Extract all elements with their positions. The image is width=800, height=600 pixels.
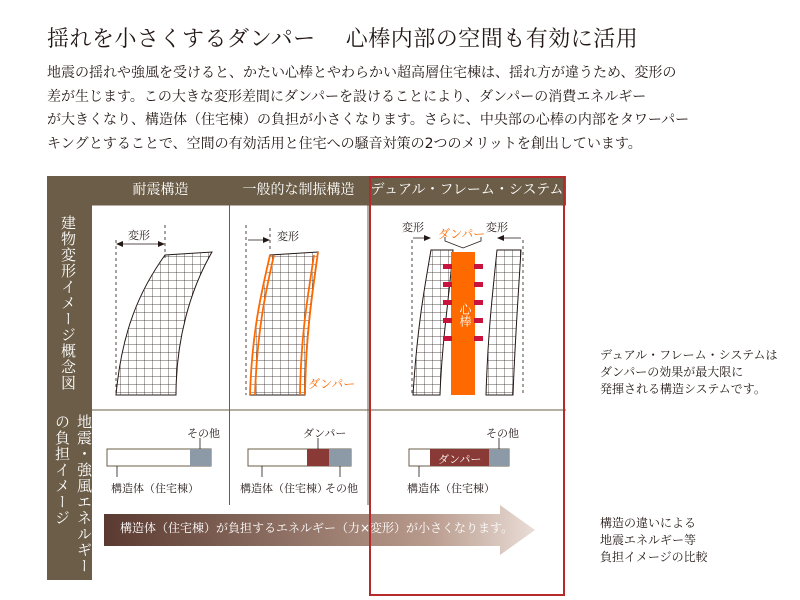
energy-struct-2: 構造体（住宅棟） — [240, 482, 328, 495]
label-deform-3a: 変形 — [402, 221, 424, 234]
intro-line-1: 地震の揺れや強風を受けると、かたい心棒とやわらかい超高層住宅棟は、揺れ方が違うため、変形の — [47, 65, 677, 81]
energy-bar-taishin — [107, 438, 211, 477]
label-damper-3: ダンパー — [438, 227, 486, 241]
energy-struct-3: 構造体（住宅棟） — [407, 482, 495, 495]
energy-other-1: その他 — [187, 427, 220, 440]
intro-line-3: が大きくなり、構造体（住宅棟）の負担が小さくなります。さらに、中央部の心棒の内部をタワーパー — [47, 112, 690, 128]
energy-other-3: その他 — [486, 427, 519, 440]
dual-frame-highlight — [369, 176, 565, 596]
col-header-dual-frame: デュアル・フレーム・システム — [370, 182, 564, 198]
energy-damper-2: ダンパー — [303, 427, 347, 440]
label-core: 心棒 — [458, 303, 472, 327]
building-seishin — [246, 225, 318, 395]
energy-struct-1: 構造体（住宅棟） — [111, 482, 199, 495]
intro-line-4: キングとすることで、空間の有効活用と住宅への騒音対策の2つのメリットを創出しています。 — [47, 135, 642, 152]
energy-other-2: その他 — [325, 482, 358, 495]
title-sub: 心棒内部の空間も有効に活用 — [345, 27, 639, 52]
row-header-energy-a: 地震・強風エネルギー — [75, 414, 93, 574]
intro-line-2: 差が生じます。この大きな変形差間にダンパーを設けることにより、ダンパーの消費エネルギー — [47, 88, 647, 105]
title-main: 揺れを小さくするダンパー — [47, 27, 316, 52]
note-dual-line-2: ダンパーの効果が最大限に — [600, 365, 744, 379]
row-header-deformation: 建物変形イメージ概念図 — [59, 215, 77, 391]
note-dual-line-3: 発揮される構造システムです。 — [600, 382, 766, 396]
building-taishin — [116, 225, 212, 395]
arrow-caption: 構造体（住宅棟）が負担するエネルギー（力×変形）が小さくなります。 — [120, 521, 514, 535]
note-dual-frame — [600, 347, 777, 398]
label-deform-3b: 変形 — [486, 221, 508, 234]
energy-bar-seishin — [248, 438, 351, 477]
note-comparison — [600, 515, 708, 566]
row-header-energy-b: の負担イメージ — [53, 414, 71, 526]
note-cmp-line-3: 負担イメージの比較 — [600, 550, 708, 564]
note-dual-line-1: デュアル・フレーム・システムは — [600, 348, 778, 362]
energy-damper-3: ダンパー — [438, 453, 482, 466]
note-cmp-line-1: 構造の違いによる — [600, 516, 697, 530]
label-deform-1: 変形 — [128, 229, 150, 242]
col-header-seishin: 一般的な制振構造 — [242, 182, 355, 198]
note-cmp-line-2: 地震エネルギー等 — [600, 533, 697, 547]
col-header-taishin: 耐震構造 — [132, 182, 189, 198]
label-deform-2: 変形 — [277, 230, 299, 243]
label-damper-2: ダンパー — [308, 377, 356, 391]
